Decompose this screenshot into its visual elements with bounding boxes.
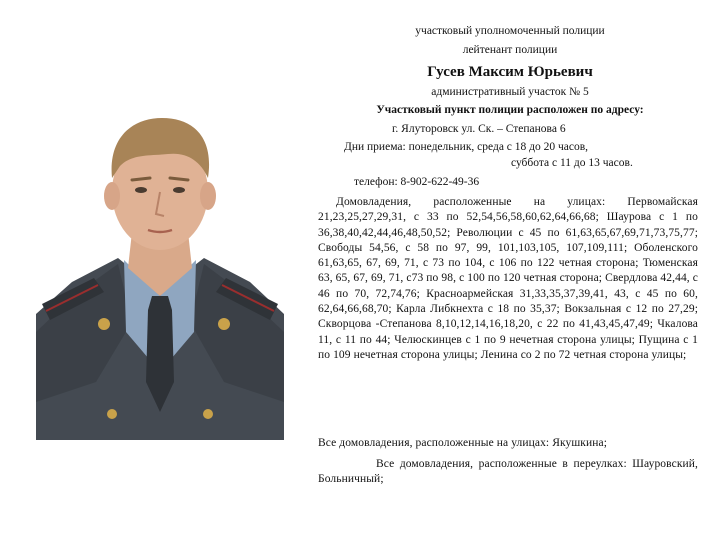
officer-name: Гусев Максим Юрьевич [427, 64, 593, 80]
officer-info [318, 0, 702, 540]
streets-list: Домовладения, расположенные на улицах: Первомайская 21,23,25,27,29,31, с 33 по 52,54,56,58,60,62,64,66,68; Шаурова с 1 по 36,38,40,42,44,46,48,50,52; Революции с 45 по 61,63,65,67,69,71,73,75,77; Свободы 54,56, с 58 по 97, 99, 101,103,105, 107,109,111; Оболенского 61,63,65, 67, 69, 71, с 73 по 104, с 106 по 122 четная сторона; Тюменская 63, 65, 67, 69, 71, с73 по 98, с 100 по 120 четная сторона; Свердлова 42,44, с 46 по 70, 72,74,76; Красноармейская 31,33,35,37,39,41, 43, с 45 по 60, 62,64,66,68,70; Карла Либкнехта с 18 по 35,37; Вокзальная с 12 по 27,29; Скворцова -Степанова 8,10,12,14,16,18,20, с 22 по 41,43,45,47,49; Чкалова 11, с 11 по 44; Челюскинцев с 1 по 9 нечетная сторона улицы; Пущина с 1 по 109 нечетная сторона улицы; Ленина со 2 по 72 четная сторона улицы; [318, 196, 698, 361]
position-title: участковый уполномоченный полиции [415, 25, 605, 37]
officer-portrait-icon [36, 82, 284, 440]
officer-photo [36, 82, 284, 440]
reception-saturday: суббота с 11 до 13 часов. [511, 157, 633, 169]
rank: лейтенант полиции [462, 44, 558, 56]
district: административный участок № 5 [431, 86, 589, 98]
office-heading: Участковый пункт полиции расположен по адресу: [376, 104, 644, 116]
phone: телефон: 8-902-622-49-36 [354, 176, 480, 188]
office-address: г. Ялуторовск ул. Ск. – Степанова 6 [392, 123, 566, 135]
all-streets: Все домовладения, расположенные на улицах: Якушкина; [318, 437, 607, 449]
all-lanes: Все домовладения, расположенные в переулках: Шауровский, Больничный; [318, 458, 698, 486]
reception-days: Дни приема: понедельник, среда с 18 до 20 часов, [344, 141, 589, 153]
